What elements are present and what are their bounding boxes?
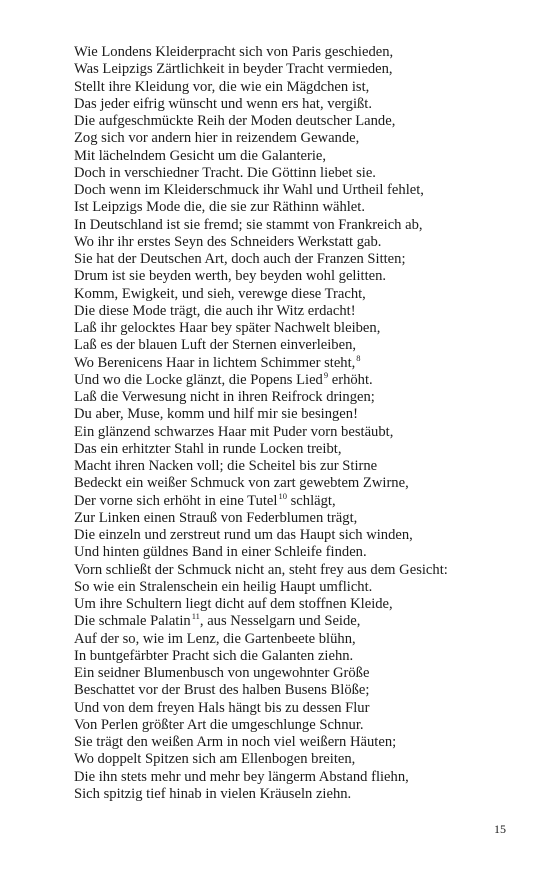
- poem-line-text: Wie Londens Kleiderpracht sich von Paris geschieden,: [74, 44, 394, 60]
- poem-line-text: Drum ist sie beyden werth, bey beyden wohl gelitten.: [74, 268, 387, 285]
- poem-line: [74, 751, 534, 768]
- poem-line: [74, 734, 534, 751]
- poem-line-text: Beschattet vor der Brust des halben Busens Blöße;: [74, 682, 370, 699]
- poem-line: [74, 217, 534, 234]
- poem-line-text: Mit lächelndem Gesicht um die Galanterie,: [74, 147, 327, 164]
- poem-line: [74, 424, 534, 441]
- poem-line: [74, 389, 534, 406]
- poem-line: [74, 148, 534, 165]
- poem-line-text: Du aber, Muse, komm und hilf mir sie besingen!: [74, 406, 358, 423]
- poem-line: [74, 44, 534, 61]
- poem-line: [74, 61, 534, 78]
- poem-line: [74, 113, 534, 130]
- poem-line: [74, 268, 534, 285]
- poem-line-text: Sich spitzig tief hinab in vielen Kräuseln ziehn.: [74, 785, 352, 802]
- poem-line-text-continued: , aus Nesselgarn und Seide,: [199, 613, 361, 630]
- poem-line-text: In Deutschland ist sie fremd; sie stammt von Frankreich ab,: [74, 216, 423, 233]
- poem-line-text-continued: erhöht.: [328, 371, 373, 388]
- poem-line-text: Und von dem freyen Hals hängt bis zu dessen Flur: [74, 699, 370, 716]
- poem-line-text: Komm, Ewigkeit, und sieh, verewge diese Tracht,: [74, 285, 366, 302]
- page-number: 15: [494, 822, 506, 836]
- poem-line: [74, 337, 534, 354]
- poem-line-text: Sie hat der Deutschen Art, doch auch der Franzen Sitten;: [74, 251, 406, 267]
- poem-line: [74, 717, 534, 734]
- poem-line-text: Zur Linken einen Strauß von Federblumen trägt,: [74, 509, 358, 526]
- poem-line: [74, 613, 534, 630]
- poem-line-text: Auf der so, wie im Lenz, die Gartenbeete blühn,: [74, 630, 356, 647]
- poem-line: [74, 199, 534, 216]
- poem-line: [74, 596, 534, 613]
- poem-line: [74, 648, 534, 665]
- poem-line-text: Um ihre Schultern liegt dicht auf dem stoffnen Kleide,: [74, 596, 393, 612]
- poem-line: [74, 786, 534, 803]
- poem-line-text: In buntgefärbter Pracht sich die Galanten ziehn.: [74, 647, 354, 664]
- poem-line-text: Laß es der blauen Luft der Sternen einverleiben,: [74, 337, 357, 354]
- poem-line: [74, 369, 534, 389]
- poem-line: [74, 527, 534, 544]
- poem-line-text: Die ihn stets mehr und mehr bey längerm Abstand fliehn,: [74, 768, 409, 785]
- footnote-marker: 11: [191, 611, 200, 622]
- poem-line-text: Die einzeln und zerstreut rund um das Haupt sich winden,: [74, 527, 413, 543]
- poem-line: [74, 286, 534, 303]
- poem-line: [74, 406, 534, 423]
- footnote-marker: 8: [356, 352, 361, 363]
- poem-line-text: Und wo die Locke glänzt, die Popens Lied: [74, 371, 323, 388]
- poem-line-text: Das jeder eifrig wünscht und wenn ers hat, vergißt.: [74, 95, 373, 112]
- poem-line: [74, 579, 534, 596]
- poem-line-text: Zog sich vor andern hier in reizendem Gewande,: [74, 130, 360, 147]
- poem-line-text: Doch in verschiedner Tracht. Die Göttinn liebet sie.: [74, 164, 376, 181]
- footnote-marker: 10: [278, 490, 287, 501]
- poem-line-text: Von Perlen größter Art die umgeschlunge Schnur.: [74, 716, 364, 733]
- poem-line-text: Wo doppelt Spitzen sich am Ellenbogen breiten,: [74, 751, 356, 768]
- poem-text: [74, 44, 534, 803]
- poem-line: [74, 320, 534, 337]
- poem-line: [74, 631, 534, 648]
- poem-line-text: Die diese Mode trägt, die auch ihr Witz erdacht!: [74, 302, 356, 319]
- poem-line-text: Ist Leipzigs Mode die, die sie zur Räthinn wählet.: [74, 199, 365, 216]
- footnote-marker: 9: [323, 369, 329, 380]
- poem-line-text: Macht ihren Nacken voll; die Scheitel bis zur Stirne: [74, 458, 378, 474]
- poem-line: [74, 458, 534, 475]
- poem-line-text: Und hinten güldnes Band in einer Schleife finden.: [74, 544, 367, 561]
- poem-line-text: Sie trägt den weißen Arm in noch viel weißern Häuten;: [74, 734, 397, 750]
- poem-line: [74, 490, 534, 510]
- poem-line: [74, 130, 534, 147]
- poem-line-text: Wo ihr ihr erstes Seyn des Schneiders Werkstatt gab.: [74, 233, 382, 250]
- poem-line-text: Stellt ihre Kleidung vor, die wie ein Mägdchen ist,: [74, 78, 370, 95]
- poem-line-text: Vorn schließt der Schmuck nicht an, steht frey aus dem Gesicht:: [74, 561, 448, 578]
- poem-line: [74, 510, 534, 527]
- poem-line: [74, 475, 534, 492]
- poem-line-text: Die schmale Palatin: [74, 613, 191, 630]
- poem-line-text-continued: schlägt,: [286, 492, 336, 509]
- poem-line: [74, 441, 534, 458]
- poem-line: [74, 682, 534, 699]
- poem-line-text: So wie ein Stralenschein ein heilig Haupt umflicht.: [74, 578, 373, 595]
- poem-line: [74, 251, 534, 268]
- poem-line: [74, 352, 534, 372]
- poem-line-text: Laß die Verwesung nicht in ihren Reifrock dringen;: [74, 389, 375, 405]
- poem-line-text: Doch wenn im Kleiderschmuck ihr Wahl und Urtheil fehlet,: [74, 182, 424, 198]
- poem-line: [74, 303, 534, 320]
- poem-line-text: Laß ihr gelocktes Haar bey später Nachwelt bleiben,: [74, 320, 381, 336]
- poem-line-text: Das ein erhitzter Stahl in runde Locken treibt,: [74, 440, 342, 457]
- poem-line: [74, 700, 534, 717]
- poem-line: [74, 79, 534, 96]
- poem-line-text: Der vorne sich erhöht in eine Tutel: [74, 492, 278, 509]
- poem-line: [74, 562, 534, 579]
- poem-line: [74, 96, 534, 113]
- poem-line-text: Die aufgeschmückte Reih der Moden deutscher Lande,: [74, 113, 396, 129]
- poem-line: [74, 544, 534, 561]
- poem-line-text: Was Leipzigs Zärtlichkeit in beyder Tracht vermieden,: [74, 61, 393, 78]
- poem-line-text: Ein seidner Blumenbusch von ungewohnter Größe: [74, 665, 370, 681]
- poem-line: [74, 182, 534, 199]
- poem-line: [74, 769, 534, 786]
- poem-line: [74, 234, 534, 251]
- poem-line-text: Ein glänzend schwarzes Haar mit Puder vorn bestäubt,: [74, 423, 394, 440]
- poem-line-text: Bedeckt ein weißer Schmuck von zart gewebtem Zwirne,: [74, 475, 409, 492]
- poem-line: [74, 165, 534, 182]
- poem-line: [74, 665, 534, 682]
- poem-line-text: Wo Berenicens Haar in lichtem Schimmer steht,: [74, 354, 356, 371]
